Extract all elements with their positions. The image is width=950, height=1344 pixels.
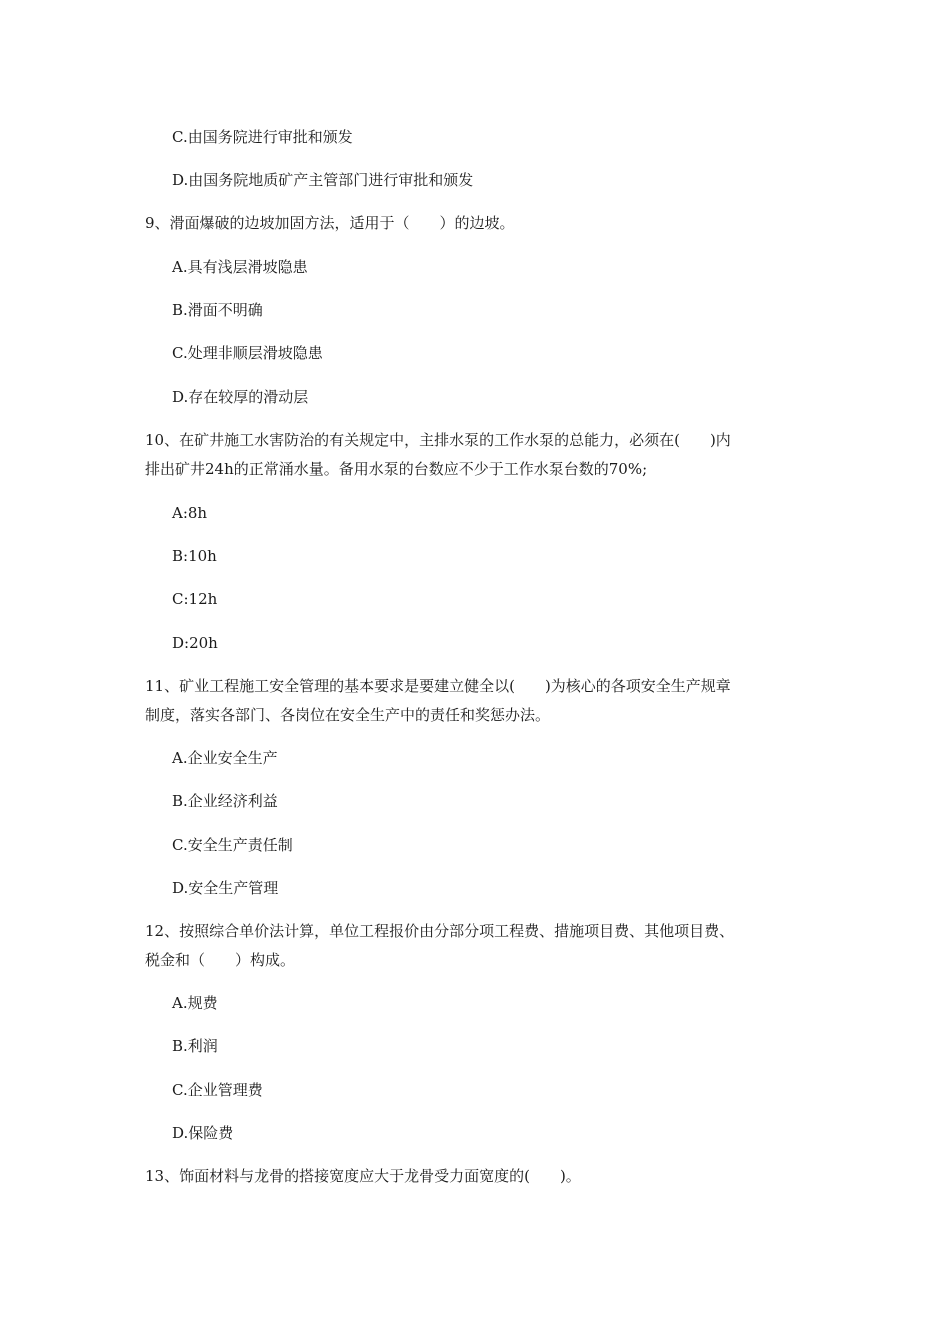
question-12-line1: 12、按照综合单价法计算，单位工程报价由分部分项工程费、措施项目费、其他项目费、 <box>145 922 735 940</box>
q8-option-c: C.由国务院进行审批和颁发 <box>172 128 353 146</box>
question-10-line1: 10、在矿井施工水害防治的有关规定中，主排水泵的工作水泵的总能力，必须在( )内 <box>145 431 731 449</box>
q12-option-b: B.利润 <box>172 1037 218 1055</box>
q11-option-b: B.企业经济利益 <box>172 792 278 810</box>
q9-option-c: C.处理非顺层滑坡隐患 <box>172 344 323 362</box>
q11-option-d: D.安全生产管理 <box>172 879 279 897</box>
question-10-line2: 排出矿井24h的正常涌水量。备用水泵的台数应不少于工作水泵台数的70%; <box>145 460 648 478</box>
question-11-line2: 制度，落实各部门、各岗位在安全生产中的责任和奖惩办法。 <box>145 706 551 724</box>
q10-option-b: B:10h <box>172 547 217 565</box>
q10-option-c: C:12h <box>172 590 218 608</box>
q12-option-a: A.规费 <box>172 994 218 1012</box>
question-9: 9、滑面爆破的边坡加固方法，适用于（ ）的边坡。 <box>145 214 515 232</box>
question-12-line2: 税金和（ ）构成。 <box>145 951 296 969</box>
q9-option-b: B.滑面不明确 <box>172 301 263 319</box>
q11-option-a: A.企业安全生产 <box>172 749 278 767</box>
q10-option-d: D:20h <box>172 634 218 652</box>
q12-option-d: D.保险费 <box>172 1124 234 1142</box>
q12-option-c: C.企业管理费 <box>172 1081 263 1099</box>
question-11-line1: 11、矿业工程施工安全管理的基本要求是要建立健全以( )为核心的各项安全生产规章 <box>145 677 731 695</box>
q9-option-a: A.具有浅层滑坡隐患 <box>172 258 308 276</box>
q11-option-c: C.安全生产责任制 <box>172 836 293 854</box>
question-13: 13、饰面材料与龙骨的搭接宽度应大于龙骨受力面宽度的( )。 <box>145 1167 581 1185</box>
q8-option-d: D.由国务院地质矿产主管部门进行审批和颁发 <box>172 171 474 189</box>
q9-option-d: D.存在较厚的滑动层 <box>172 388 309 406</box>
q10-option-a: A:8h <box>172 504 208 522</box>
